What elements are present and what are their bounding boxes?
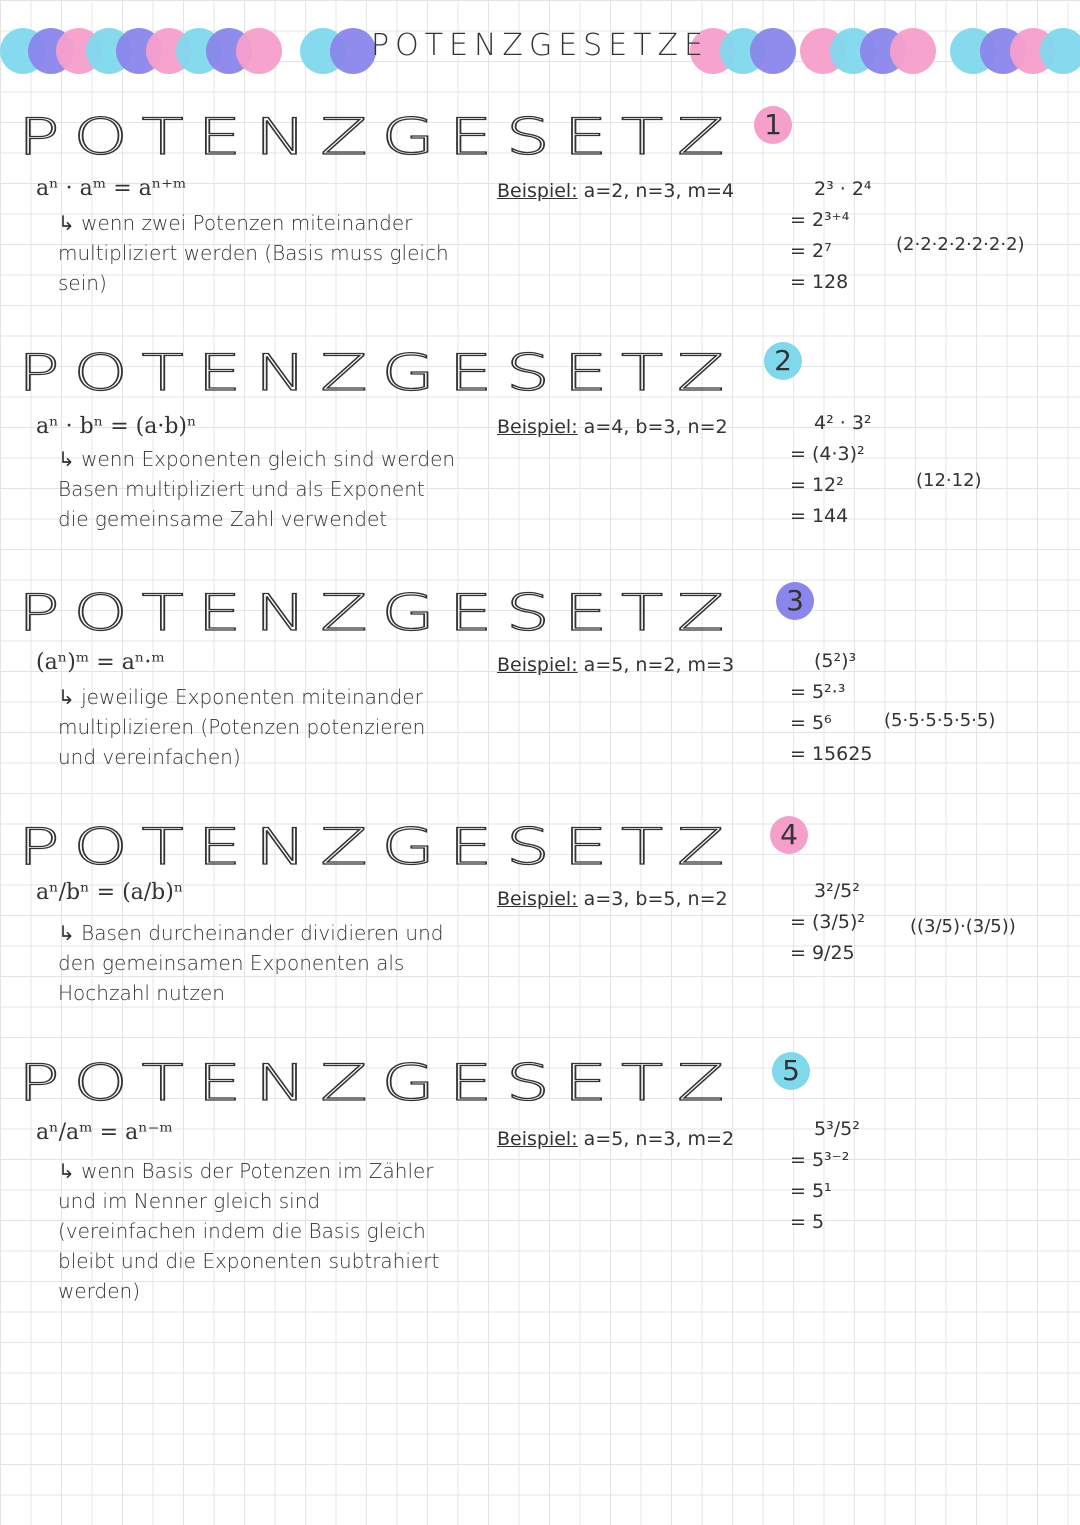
law-formula: aⁿ/aᵐ = aⁿ⁻ᵐ — [36, 1120, 173, 1145]
calc-line: = 128 — [790, 271, 849, 293]
example-params — [497, 888, 728, 910]
law-description: ↳ Basen durcheinander dividieren und den gemeinsamen Exponenten als Hochzahl nutzen — [58, 921, 444, 1005]
example-hint: (5·5·5·5·5·5) — [884, 710, 996, 731]
calc-line: = 5³⁻² — [790, 1149, 850, 1171]
law-description: ↳ wenn Basis der Potenzen im Zähler und im Nenner gleich sind (vereinfachen indem die Basis gleich bleibt und die Exponenten subtrahiert werden) — [58, 1159, 440, 1303]
example-label: Beispiel: — [497, 888, 578, 910]
calc-line: 5³/5² — [814, 1118, 860, 1140]
calc-line: = 9/25 — [790, 942, 855, 964]
calc-line: 3²/5² — [814, 880, 860, 902]
calc-line: 4² · 3² — [814, 412, 872, 434]
law-description: ↳ jeweilige Exponenten miteinander multiplizieren (Potenzen potenzieren und vereinfachen) — [58, 685, 426, 769]
law-formula: (aⁿ)ᵐ = aⁿ·ᵐ — [36, 650, 165, 675]
example-calculation — [790, 1114, 860, 1238]
law-number-badge: 5 — [772, 1052, 810, 1090]
calc-line: (5²)³ — [814, 650, 857, 672]
example-params — [497, 416, 728, 438]
example-hint: (12·12) — [916, 470, 982, 491]
example-label: Beispiel: — [497, 654, 578, 676]
law-number-badge: 4 — [770, 816, 808, 854]
law-formula: aⁿ · aᵐ = aⁿ⁺ᵐ — [36, 176, 187, 201]
page-title: POTENZGESETZE — [370, 28, 709, 63]
law-heading: POTENZGESETZ — [18, 344, 739, 402]
example-hint: ((3/5)·(3/5)) — [910, 916, 1016, 937]
example-values: a=5, n=2, m=3 — [583, 654, 735, 676]
law-formula: aⁿ/bⁿ = (a/b)ⁿ — [36, 880, 184, 905]
calc-line: = (4·3)² — [790, 443, 865, 465]
example-params — [497, 654, 734, 676]
example-label: Beispiel: — [497, 180, 578, 202]
calc-line: = 144 — [790, 505, 849, 527]
calc-line: = 2⁷ — [790, 240, 832, 262]
law-number-badge: 2 — [764, 342, 802, 380]
law-heading: POTENZGESETZ — [18, 1054, 739, 1112]
calc-line: = 15625 — [790, 743, 873, 765]
calc-line: = 12² — [790, 474, 844, 496]
example-values: a=2, n=3, m=4 — [583, 180, 735, 202]
example-values: a=5, n=3, m=2 — [583, 1128, 735, 1150]
calc-line: = 5 — [790, 1211, 825, 1233]
example-hint: (2·2·2·2·2·2·2) — [896, 234, 1025, 255]
example-calculation — [790, 876, 865, 969]
law-heading: POTENZGESETZ — [18, 108, 739, 166]
example-label: Beispiel: — [497, 416, 578, 438]
calc-line: 2³ · 2⁴ — [814, 178, 872, 200]
calc-line: = 2³⁺⁴ — [790, 209, 850, 231]
calc-line: = 5¹ — [790, 1180, 832, 1202]
example-params — [497, 180, 734, 202]
calc-line: = (3/5)² — [790, 911, 865, 933]
law-description: ↳ wenn Exponenten gleich sind werden Basen multipliziert und als Exponent die gemeinsame Zahl verwendet — [58, 447, 456, 531]
example-calculation — [790, 646, 872, 770]
example-params — [497, 1128, 734, 1150]
example-label: Beispiel: — [497, 1128, 578, 1150]
example-values: a=4, b=3, n=2 — [583, 416, 728, 438]
law-formula: aⁿ · bⁿ = (a·b)ⁿ — [36, 414, 197, 439]
calc-line: = 5²·³ — [790, 681, 846, 703]
law-heading: POTENZGESETZ — [18, 818, 739, 876]
law-number-badge: 3 — [776, 582, 814, 620]
example-values: a=3, b=5, n=2 — [583, 888, 728, 910]
calc-line: = 5⁶ — [790, 712, 832, 734]
law-description: ↳ wenn zwei Potenzen miteinander multipliziert werden (Basis muss gleich sein) — [58, 211, 449, 295]
law-number-badge: 1 — [754, 106, 792, 144]
example-calculation — [790, 408, 872, 532]
law-heading: POTENZGESETZ — [18, 584, 739, 642]
example-calculation — [790, 174, 872, 298]
